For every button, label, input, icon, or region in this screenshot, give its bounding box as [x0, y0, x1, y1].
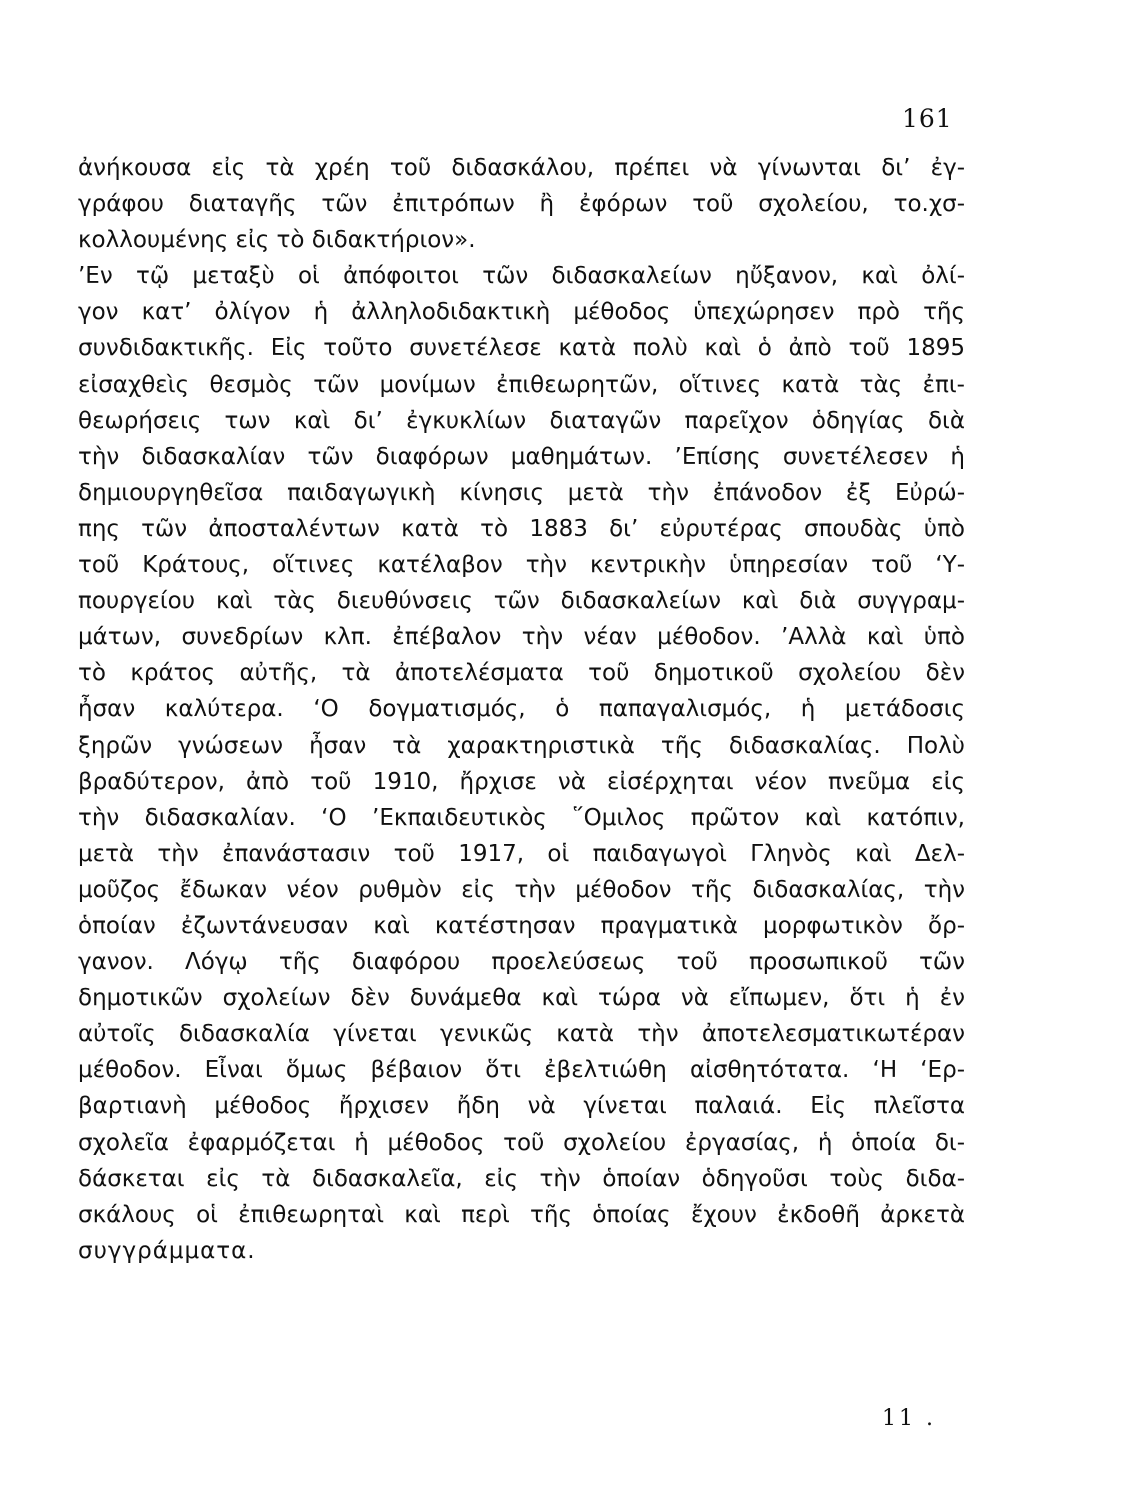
text-line: ἦσαν καλύτερα. ‘Ο δογματισμός, ὁ παπαγαλισμός, ἡ μετάδοσις: [78, 696, 965, 723]
text-line: τὴν διδασκαλίαν. ‘Ο ’Εκπαιδευτικὸς ῞Ομιλος πρῶτον καὶ κατόπιν,: [78, 804, 965, 831]
text-line: δημοτικῶν σχολείων δὲν δυνάμεθα καὶ τώρα νὰ εἴπωμεν, ὅτι ἡ ἐν: [78, 985, 965, 1012]
text-line: πουργείου καὶ τὰς διευθύνσεις τῶν διδασκαλείων καὶ διὰ συγγραμ-: [78, 588, 965, 615]
text-line: βραδύτερον, ἀπὸ τοῦ 1910, ἤρχισε νὰ εἰσέρχηται νέον πνεῦμα εἰς: [78, 768, 965, 795]
text-line: βαρτιανὴ μέθοδος ἤρχισεν ἤδη νὰ γίνεται παλαιά. Εἰς πλεῖστα: [78, 1093, 965, 1120]
text-line: αὐτοῖς διδασκαλία γίνεται γενικῶς κατὰ τὴν ἀποτελεσματικωτέραν: [78, 1021, 965, 1048]
text-line: γράφου διαταγῆς τῶν ἐπιτρόπων ἢ ἐφόρων τοῦ σχολείου, το.χσ-: [78, 191, 965, 218]
text-line: εἰσαχθεὶς θεσμὸς τῶν μονίμων ἐπιθεωρητῶν, οἵτινες κατὰ τὰς ἐπι-: [78, 371, 965, 398]
text-line: ὁποίαν ἐζωντάνευσαν καὶ κατέστησαν πραγματικὰ μορφωτικὸν ὄρ-: [78, 912, 965, 939]
text-line: πης τῶν ἀποσταλέντων κατὰ τὸ 1883 δι’ εὐρυτέρας σπουδὰς ὑπὸ: [78, 515, 965, 542]
text-line: δάσκεται εἰς τὰ διδασκαλεῖα, εἰς τὴν ὁποίαν ὁδηγοῦσι τοὺς διδα-: [78, 1165, 965, 1192]
text-line: σκάλους οἱ ἐπιθεωρηταὶ καὶ περὶ τῆς ὁποίας ἔχουν ἐκδοθῆ ἀρκετὰ: [78, 1201, 965, 1228]
body-text: [78, 150, 965, 1269]
text-line: μάτων, συνεδρίων κλπ. ἐπέβαλον τὴν νέαν μέθοδον. ’Αλλὰ καὶ ὑπὸ: [78, 624, 965, 651]
text-line: τοῦ Κράτους, οἵτινες κατέλαβον τὴν κεντρικὴν ὑπηρεσίαν τοῦ ‘Υ-: [78, 552, 965, 579]
text-line: τὸ κράτος αὐτῆς, τὰ ἀποτελέσματα τοῦ δημοτικοῦ σχολείου δὲν: [78, 660, 965, 687]
text-line: μέθοδον. Εἶναι ὅμως βέβαιον ὅτι ἐβελτιώθη αἰσθητότατα. ‘Η ‘Ερ-: [78, 1057, 965, 1084]
text-line: θεωρήσεις των καὶ δι’ ἐγκυκλίων διαταγῶν παρεῖχον ὁδηγίας διὰ: [78, 407, 965, 434]
signature-mark: 11 .: [882, 1406, 936, 1431]
text-line: γον κατ’ ὀλίγον ἡ ἀλληλοδιδακτικὴ μέθοδος ὑπεχώρησεν πρὸ τῆς: [78, 299, 965, 326]
text-line: γανον. Λόγῳ τῆς διαφόρου προελεύσεως τοῦ προσωπικοῦ τῶν: [78, 949, 965, 976]
page-number: 161: [902, 104, 953, 133]
text-line: ἀνήκουσα εἰς τὰ χρέη τοῦ διδασκάλου, πρέπει νὰ γίνωνται δι’ ἐγ-: [78, 155, 965, 181]
text-line: κολλουμένης εἰς τὸ διδακτήριον».: [78, 227, 476, 254]
text-line: ’Εν τῷ μεταξὺ οἱ ἀπόφοιτοι τῶν διδασκαλείων ηὔξανον, καὶ ὀλί-: [78, 263, 965, 290]
text-line: τὴν διδασκαλίαν τῶν διαφόρων μαθημάτων. ’Επίσης συνετέλεσεν ἡ: [78, 443, 965, 470]
text-line: δημιουργηθεῖσα παιδαγωγικὴ κίνησις μετὰ τὴν ἐπάνοδον ἐξ Εὐρώ-: [78, 479, 965, 506]
text-line: ξηρῶν γνώσεων ἦσαν τὰ χαρακτηριστικὰ τῆς διδασκαλίας. Πολὺ: [78, 732, 965, 759]
text-line: σχολεῖα ἐφαρμόζεται ἡ μέθοδος τοῦ σχολείου ἐργασίας, ἡ ὁποία δι-: [78, 1129, 965, 1156]
text-line: μετὰ τὴν ἐπανάστασιν τοῦ 1917, οἱ παιδαγωγοὶ Γληνὸς καὶ Δελ-: [78, 840, 965, 867]
text-line-last: συγγράμματα.: [78, 1237, 256, 1264]
text-line: μοῦζος ἔδωκαν νέον ρυθμὸν εἰς τὴν μέθοδον τῆς διδασκαλίας, τὴν: [78, 876, 965, 903]
text-line: συνδιδακτικῆς. Εἰς τοῦτο συνετέλεσε κατὰ πολὺ καὶ ὁ ἀπὸ τοῦ 1895: [78, 335, 965, 362]
